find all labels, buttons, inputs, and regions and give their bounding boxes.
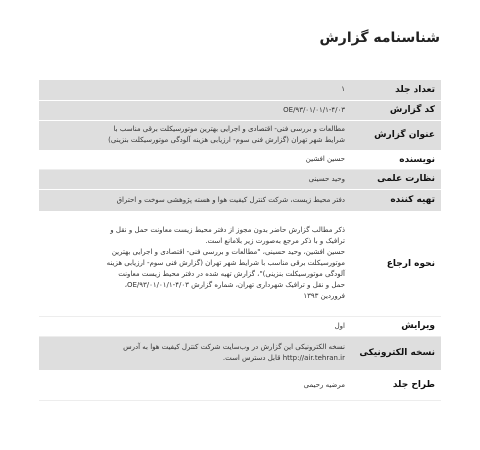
row-label: ویرایش [351,316,441,336]
row-volume-count [39,80,441,100]
row-report-title [39,120,441,150]
row-scientific-supervision [39,169,441,189]
row-cover-designer [39,370,441,400]
row-report-code [39,100,441,120]
value-line: نسخه الکترونیکی این گزارش در وب‌سایت شرکت کنترل کیفیت هوا به آدرس [123,343,345,351]
value-line: حسین افشین [305,155,345,163]
row-label: نویسنده [351,150,441,169]
value-line: اول [334,321,345,330]
row-label: نظارت علمی [351,169,441,189]
value-line: مطالعات و بررسی فنی- اقتصادی و اجرایی بهترین موتورسیکلت برقی مناسب با [113,125,345,133]
row-prepared-by [39,189,441,211]
page-title: شناسنامه گزارش [319,30,440,46]
value-line: ذکر مطالب گزارش حاضر بدون مجوز از دفتر محیط زیست معاونت حمل و نقل و [110,226,345,234]
row-value [39,370,351,400]
row-author [39,150,441,169]
value-line: دفتر محیط زیست، شرکت کنترل کیفیت هوا و هسته پژوهشی سوخت و احتراق [116,195,345,204]
row-label: عنوان گزارش [351,120,441,150]
row-value [39,336,351,370]
row-value [39,211,351,316]
value-line: شرایط شهر تهران (گزارش فنی سوم- ارزیابی هزینه آلودگی موتورسیکلت بنزینی) [108,136,345,144]
row-value [39,100,351,120]
row-label: تعداد جلد [351,80,441,100]
value-line: OE/۹۳/۰۱/۰۱/۱-۴/۰۳ [283,105,345,114]
row-value [39,80,351,100]
value-line: مرضیه رحیمی [303,380,345,389]
row-label: نحوه ارجاع [351,211,441,316]
row-label: کد گزارش [351,100,441,120]
value-line: حسین افشین، وحید حسینی، "مطالعات و بررسی فنی- اقتصادی و اجرایی بهترین [111,248,345,256]
row-electronic-version [39,336,441,370]
row-value [39,316,351,336]
value-line: موتورسیکلت برقی مناسب با شرایط شهر تهران (گزارش فنی سوم- ارزیابی هزینه [106,259,345,267]
value-line: حمل و نقل و ترافیک شهرداری تهران، شماره گزارش OE/۹۳/۰۱/۰۱/۱-۴/۰۳، [124,281,345,289]
row-value [39,120,351,150]
row-edition [39,316,441,336]
row-value [39,189,351,211]
value-line: ترافیک و با ذکر مرجع به‌صورت زیر بلامانع است. [205,237,345,245]
value-line: وحید حسینی [308,174,345,183]
row-citation [39,211,441,316]
row-label: طراح جلد [351,370,441,400]
value-line: http://air.tehran.ir قابل دسترس است. [222,354,345,362]
value-line: فروردین ۱۳۹۳ [303,292,345,300]
row-label: نسخه الکترونیکی [351,336,441,370]
value-line: آلودگی موتورسیکلت بنزینی)"، گزارش تهیه شده در دفتر محیط زیست معاونت [118,270,345,278]
row-value [39,169,351,189]
row-label: تهیه کننده [351,189,441,211]
row-value [39,150,351,169]
report-info-table [39,80,441,401]
value-line: ۱ [341,85,345,94]
